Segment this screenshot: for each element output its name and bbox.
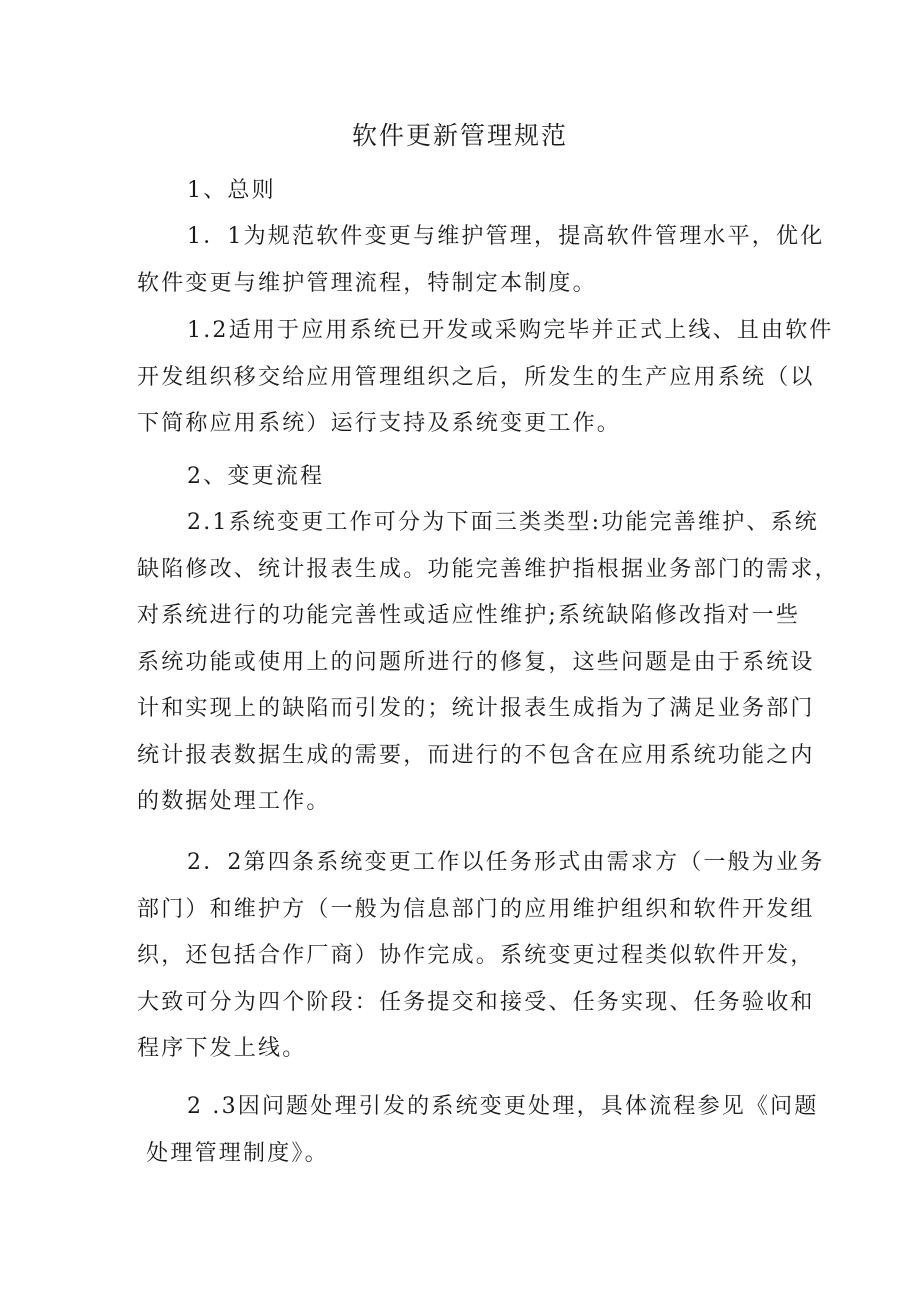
- section-heading-change-process: [137, 454, 791, 501]
- paragraph-line: 大致可分为四个阶段：任务提交和接受、任务实现、任务验收和: [137, 989, 815, 1015]
- section-heading-text: 1、总则: [187, 178, 276, 203]
- paragraph-line: 处理管理制度》。: [137, 1140, 329, 1166]
- section-heading-general: [137, 168, 791, 215]
- paragraph-line: 系统功能或使用上的问题所进行的修复，这些问题是由于系统设: [137, 649, 815, 675]
- paragraph-line: 对系统进行的功能完善性或适应性维护;系统缺陷修改指对一些: [137, 603, 801, 628]
- paragraph-line: 缺陷修改、统计报表生成。功能完善维护指根据业务部门的需求，: [137, 556, 839, 582]
- paragraph-line: 织，还包括合作厂商）协作完成。系统变更过程类似软件开发，: [137, 943, 815, 968]
- paragraph-line: 开发组织移交给应用管理组织之后，所发生的生产应用系统（以: [137, 364, 815, 390]
- paragraph-line: 的数据处理工作。: [137, 789, 331, 814]
- paragraph-1-1: [137, 214, 825, 307]
- paragraph-line: 软件变更与维护管理流程，特制定本制度。: [137, 270, 597, 296]
- paragraph-2-1: [137, 500, 839, 826]
- paragraph-line: 下简称应用系统）运行支持及系统变更工作。: [137, 411, 622, 436]
- paragraph-line: 2．2第四条系统变更工作以任务形式由需求方（一般为业务: [187, 850, 825, 875]
- paragraph-line: 2 .3因问题处理引发的系统变更处理，具体流程参见《问题: [187, 1094, 819, 1119]
- paragraph-line: 计和实现上的缺陷而引发的；统计报表生成指为了满足业务部门: [137, 696, 815, 721]
- document-title: 软件更新管理规范: [351, 121, 568, 150]
- paragraph-2-3: [137, 1084, 819, 1177]
- paragraph-line: 2.1系统变更工作可分为下面三类类型:功能完善维护、系统: [187, 510, 820, 535]
- section-heading-text: 2、变更流程: [187, 464, 325, 489]
- paragraph-line: 统计报表数据生成的需要，而进行的不包含在应用系统功能之内: [137, 742, 815, 768]
- paragraph-2-2: [137, 840, 825, 1073]
- paragraph-line: 1．1为规范软件变更与维护管理，提高软件管理水平，优化: [187, 224, 825, 249]
- paragraph-line: 程序下发上线。: [137, 1036, 307, 1061]
- paragraph-1-2: [137, 308, 834, 448]
- paragraph-line: 部门）和维护方（一般为信息部门的应用维护组织和软件开发组: [137, 896, 815, 922]
- paragraph-line: 1.2适用于应用系统已开发或采购完毕并正式上线、且由软件: [187, 318, 834, 343]
